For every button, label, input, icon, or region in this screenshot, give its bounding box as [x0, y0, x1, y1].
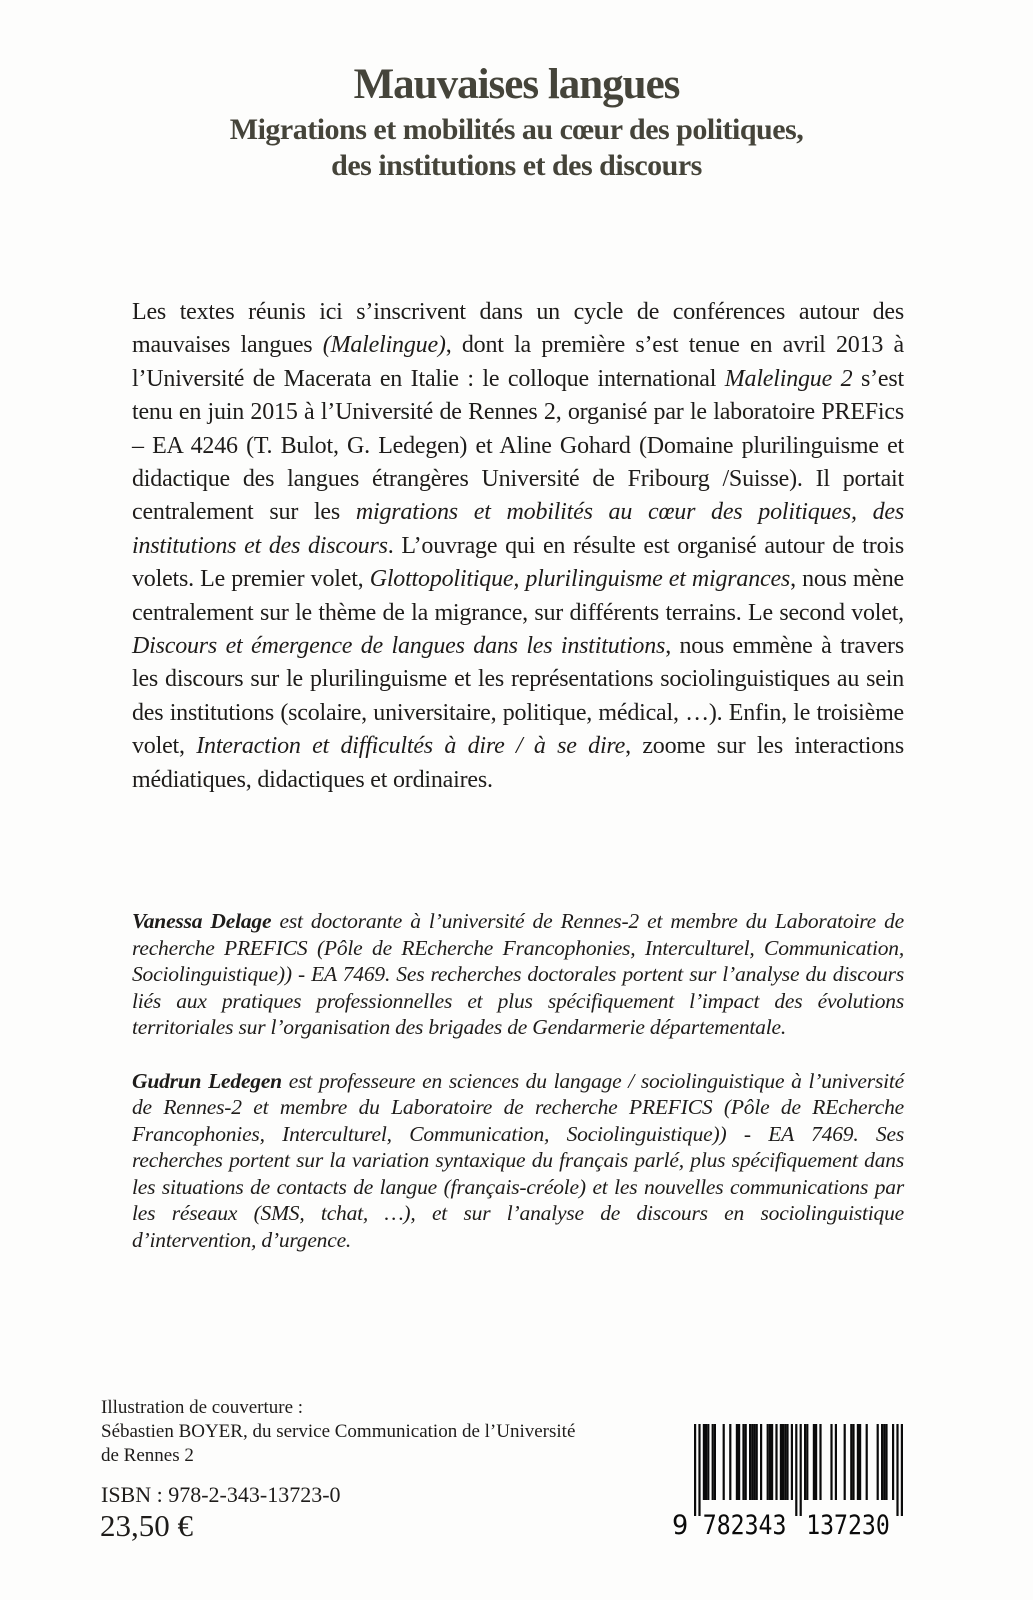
- author-name: Gudrun Ledegen: [132, 1068, 282, 1093]
- book-subtitle-line-2: des institutions et des discours: [331, 149, 702, 182]
- author-bio-text: est doctorante à l’université de Rennes-2 et membre du Laboratoire de recherche PREFICS (Pôle de REcherche Francophonies, Interculturel, Communication, Sociolinguistique)) - EA 7469. Ses recherches doctorales portent sur l’analyse du discours liés aux pratiques professionnelles et plus spécifiquement l’impact des évolutions territoriales sur l’organisation des brigades de Gendarmerie départementale.: [132, 909, 904, 1039]
- book-title: Mauvaises langues: [353, 61, 680, 108]
- barcode-digits: 782343: [702, 1510, 787, 1540]
- author-bios: [132, 908, 904, 1280]
- author-bio-gudrun-ledegen: [132, 1068, 904, 1254]
- ean13-barcode: [672, 1424, 912, 1540]
- barcode-bars: [672, 1424, 912, 1540]
- author-name: Vanessa Delage: [132, 909, 272, 933]
- author-bio-text: est professeure en sciences du langage / sociolinguistique à l’université de Rennes-2 et membre du Laboratoire de recherche PREFICS (Pôle de REcherche Francophonies, Interculturel, Communication, Sociolinguistique)) - EA 7469. Ses recherches portent sur la variation syntaxique du français parlé, plus spécifiquement dans les situations de contacts de langue (français-créole) et les nouvelles communications par les réseaux (SMS, tchat, …), et sur l’analyse de discours en sociolinguistique d’intervention, d’urgence.: [132, 1068, 904, 1252]
- book-subtitle: [0, 112, 1033, 184]
- credit-line: Illustration de couverture :: [101, 1397, 304, 1418]
- price-text: 23,50 €: [100, 1508, 193, 1543]
- title-block: [0, 62, 1033, 184]
- credit-line: Sébastien BOYER, du service Communication de l’Université: [101, 1421, 576, 1442]
- back-cover-description: Les textes réunis ici s’inscrivent dans un cycle de conférences autour des mauvaises langues (Malelingue), dont la première s’est tenue en avril 2013 à l’Université de Macerata en Italie : le colloque international Malelingue 2 s’est tenu en juin 2015 à l’Université de Rennes 2, organisé par le laboratoire PREFics – EA 4246 (T. Bulot, G. Ledegen) et Aline Gohard (Domaine plurilinguisme et didactique des langues étrangères Université de Fribourg /Suisse). Il portait centralement sur les migrations et mobilités au cœur des politiques, des institutions et des discours. L’ouvrage qui en résulte est organisé autour de trois volets. Le premier volet, Glottopolitique, plurilinguisme et migrances, nous mène centralement sur le thème de la migrance, sur différents terrains. Le second volet, Discours et émergence de langues dans les institutions, nous emmène à travers les discours sur le plurilinguisme et les représentations sociolinguistiques au sein des institutions (scolaire, universitaire, politique, médical, …). Enfin, le troisième volet, Interaction et difficultés à dire / à se dire, zoome sur les interactions médiatiques, didactiques et ordinaires.: [132, 299, 905, 793]
- barcode-digits: 9: [672, 1510, 689, 1540]
- author-bio-vanessa-delage: [132, 908, 904, 1041]
- credit-line: de Rennes 2: [101, 1445, 194, 1466]
- barcode-digits: 137230: [806, 1510, 890, 1540]
- book-subtitle-line-1: Migrations et mobilités au cœur des politiques,: [229, 113, 804, 146]
- cover-illustration-credit: [101, 1396, 575, 1468]
- isbn-text: ISBN : 978-2-343-13723-0: [101, 1482, 341, 1507]
